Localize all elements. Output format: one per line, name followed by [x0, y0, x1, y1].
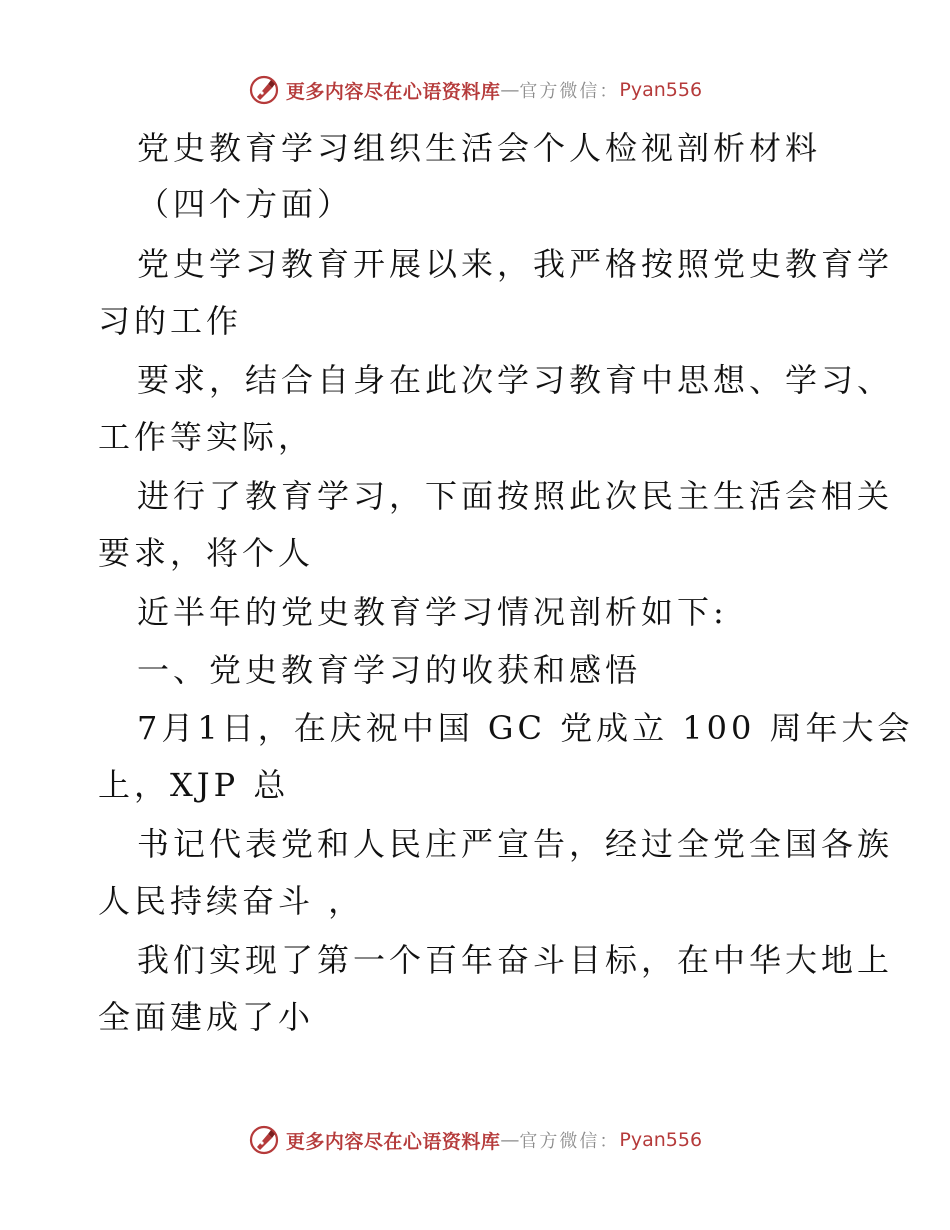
- banner-label: 官方微信：: [519, 81, 620, 102]
- banner-separator: —: [500, 79, 520, 101]
- text-line: 工作等实际，: [98, 418, 315, 456]
- pen-nib-logo-icon: [248, 1124, 280, 1156]
- document-subtitle: （四个方面）: [137, 185, 354, 223]
- document-title: 党史教育学习组织生活会个人检视剖析材料: [137, 129, 822, 167]
- banner-wechat-id: Pyan556: [619, 79, 703, 101]
- text-line: 人民持续奋斗 ，: [98, 882, 365, 920]
- text-line: 全面建成了小: [98, 998, 315, 1036]
- text-line: 要求，结合自身在此次学习教育中思想、学习、: [137, 361, 894, 399]
- text-line: 我们实现了第一个百年奋斗目标，在中华大地上: [137, 941, 894, 979]
- footer-banner: [0, 1120, 950, 1160]
- text-line: 习的工作: [98, 302, 243, 340]
- banner-main-text: 更多内容尽在心语资料库: [285, 1130, 501, 1153]
- banner-label: 官方微信：: [519, 1131, 620, 1152]
- text-line: 要求，将个人: [98, 534, 315, 572]
- text-line: 上，XJP 总: [98, 766, 290, 804]
- text-line: 7月1日，在庆祝中国 GC 党成立 100 周年大会: [137, 709, 914, 747]
- section-heading: 一、党史教育学习的收获和感悟: [137, 651, 642, 689]
- banner-main-text: 更多内容尽在心语资料库: [285, 80, 501, 103]
- text-line: 近半年的党史教育学习情况剖析如下:: [137, 593, 728, 631]
- text-line: 党史学习教育开展以来，我严格按照党史教育学: [137, 245, 894, 283]
- pen-nib-logo-icon: [248, 74, 280, 106]
- header-banner: [0, 70, 950, 110]
- text-line: 书记代表党和人民庄严宣告，经过全党全国各族: [137, 825, 894, 863]
- banner-separator: —: [500, 1129, 520, 1151]
- banner-wechat-id: Pyan556: [619, 1129, 703, 1151]
- text-line: 进行了教育学习，下面按照此次民主生活会相关: [137, 477, 894, 515]
